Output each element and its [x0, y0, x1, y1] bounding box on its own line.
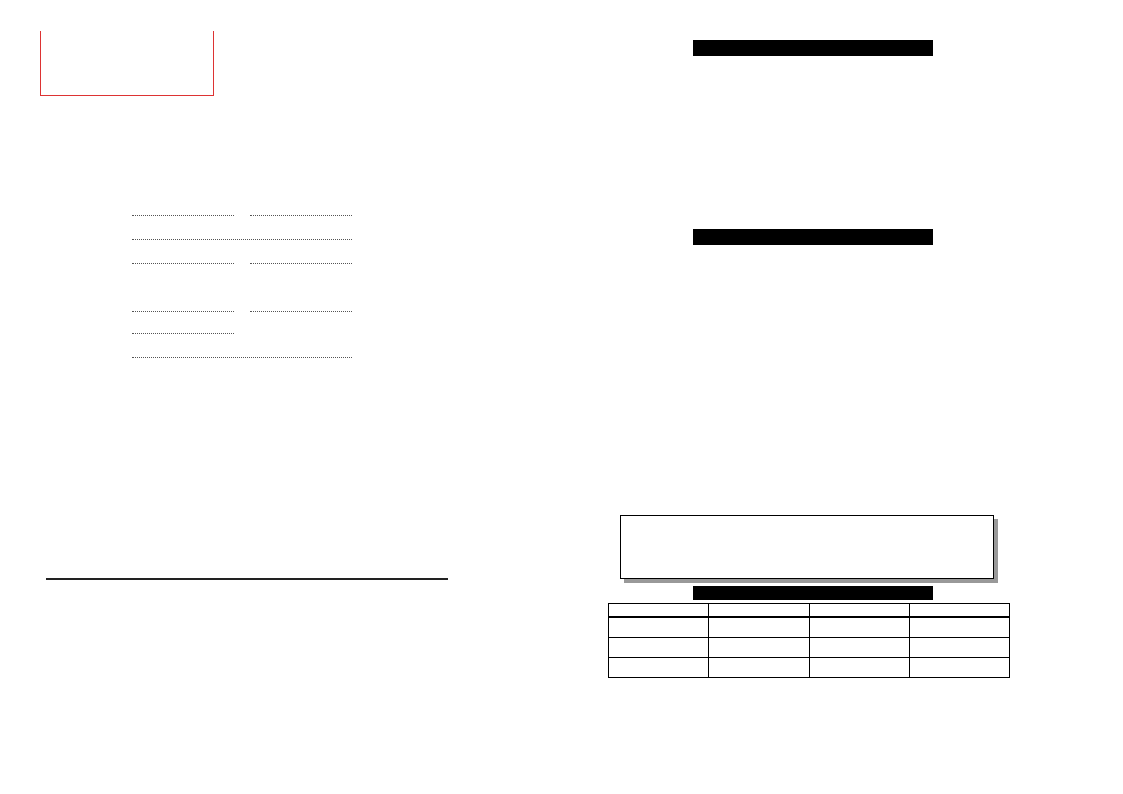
table-row	[52, 346, 448, 368]
duty-cell	[909, 658, 1009, 678]
leader-dots	[250, 263, 352, 264]
leader-dots	[132, 311, 234, 312]
sunday-evening-band	[609, 40, 1021, 56]
duty-cell	[709, 658, 809, 678]
table-row	[609, 638, 1010, 658]
wednesday-evening-band	[609, 229, 1021, 245]
duty-cell	[709, 617, 809, 638]
table-row	[52, 322, 448, 344]
duty-header	[609, 604, 709, 618]
leader-dots	[132, 239, 352, 240]
duty-table	[608, 603, 1010, 678]
divider	[46, 578, 448, 580]
theme-box	[40, 31, 214, 96]
duty-cell	[809, 658, 909, 678]
duty-header	[709, 604, 809, 618]
leader-dots	[132, 333, 234, 334]
leader-dots	[132, 263, 234, 264]
table-row	[609, 658, 1010, 678]
duty-cell	[809, 617, 909, 638]
leader-dots	[132, 215, 234, 216]
duty-cell	[609, 658, 709, 678]
sunday-evening-title	[693, 40, 933, 56]
theme-list	[53, 77, 123, 85]
duty-band	[609, 586, 1021, 600]
leader-dots	[250, 215, 352, 216]
teacher-prayer-box	[620, 515, 994, 579]
wednesday-evening-title	[693, 229, 933, 245]
duty-cell	[909, 617, 1009, 638]
leader-dots	[250, 311, 352, 312]
duty-header	[909, 604, 1009, 618]
leader-dots	[132, 357, 352, 358]
table-row	[609, 617, 1010, 638]
duty-title	[693, 586, 933, 600]
duty-header	[809, 604, 909, 618]
table-row	[52, 252, 448, 274]
duty-header-row	[609, 604, 1010, 618]
duty-cell	[609, 617, 709, 638]
table-row	[52, 228, 448, 250]
duty-cell	[709, 638, 809, 658]
duty-cell	[609, 638, 709, 658]
table-row	[52, 204, 448, 226]
duty-cell	[909, 638, 1009, 658]
duty-cell	[809, 638, 909, 658]
table-row	[52, 300, 448, 322]
